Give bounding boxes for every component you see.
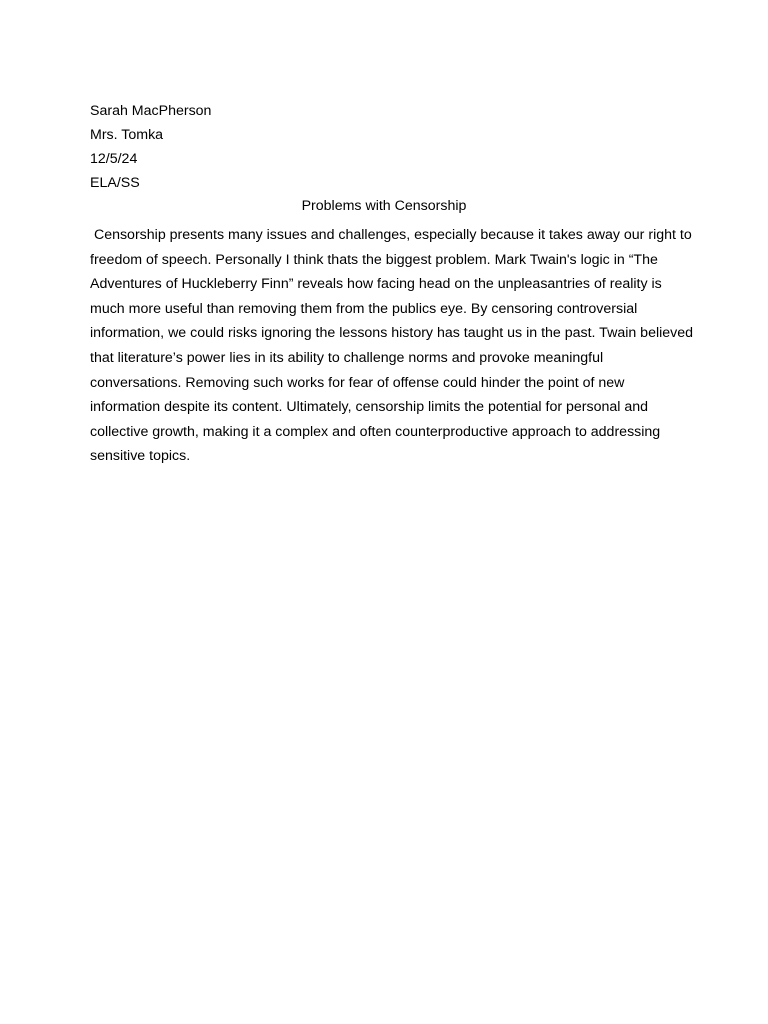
- body-line: much more useful than removing them from the publics eye. By censoring controversial: [90, 300, 638, 317]
- body-line: sensitive topics.: [90, 448, 191, 465]
- body-line: collective growth, making it a complex and often counterproductive approach to addressing: [90, 423, 661, 440]
- body-line: that literature’s power lies in its ability to challenge norms and provoke meaningful: [90, 349, 604, 366]
- essay-body: [90, 223, 694, 469]
- date-line: 12/5/24: [90, 151, 138, 167]
- heading-block: [90, 99, 690, 195]
- body-line: information despite its content. Ultimately, censorship limits the potential for personal and: [90, 399, 649, 416]
- body-line: freedom of speech. Personally I think thats the biggest problem. Mark Twain's logic in “The: [90, 251, 658, 268]
- body-line: Censorship presents many issues and challenges, especially because it takes away our right to: [90, 227, 692, 243]
- body-line: information, we could risks ignoring the lessons history has taught us in the past. Twain believed: [90, 325, 694, 342]
- author-name: Sarah MacPherson: [90, 103, 212, 119]
- teacher-name: Mrs. Tomka: [90, 127, 164, 143]
- essay-title: Problems with Censorship: [301, 198, 467, 214]
- class-name: ELA/SS: [90, 175, 140, 191]
- body-line: conversations. Removing such works for fear of offense could hinder the point of new: [90, 374, 625, 391]
- body-line: Adventures of Huckleberry Finn” reveals how facing head on the unpleasantries of reality is: [90, 276, 662, 293]
